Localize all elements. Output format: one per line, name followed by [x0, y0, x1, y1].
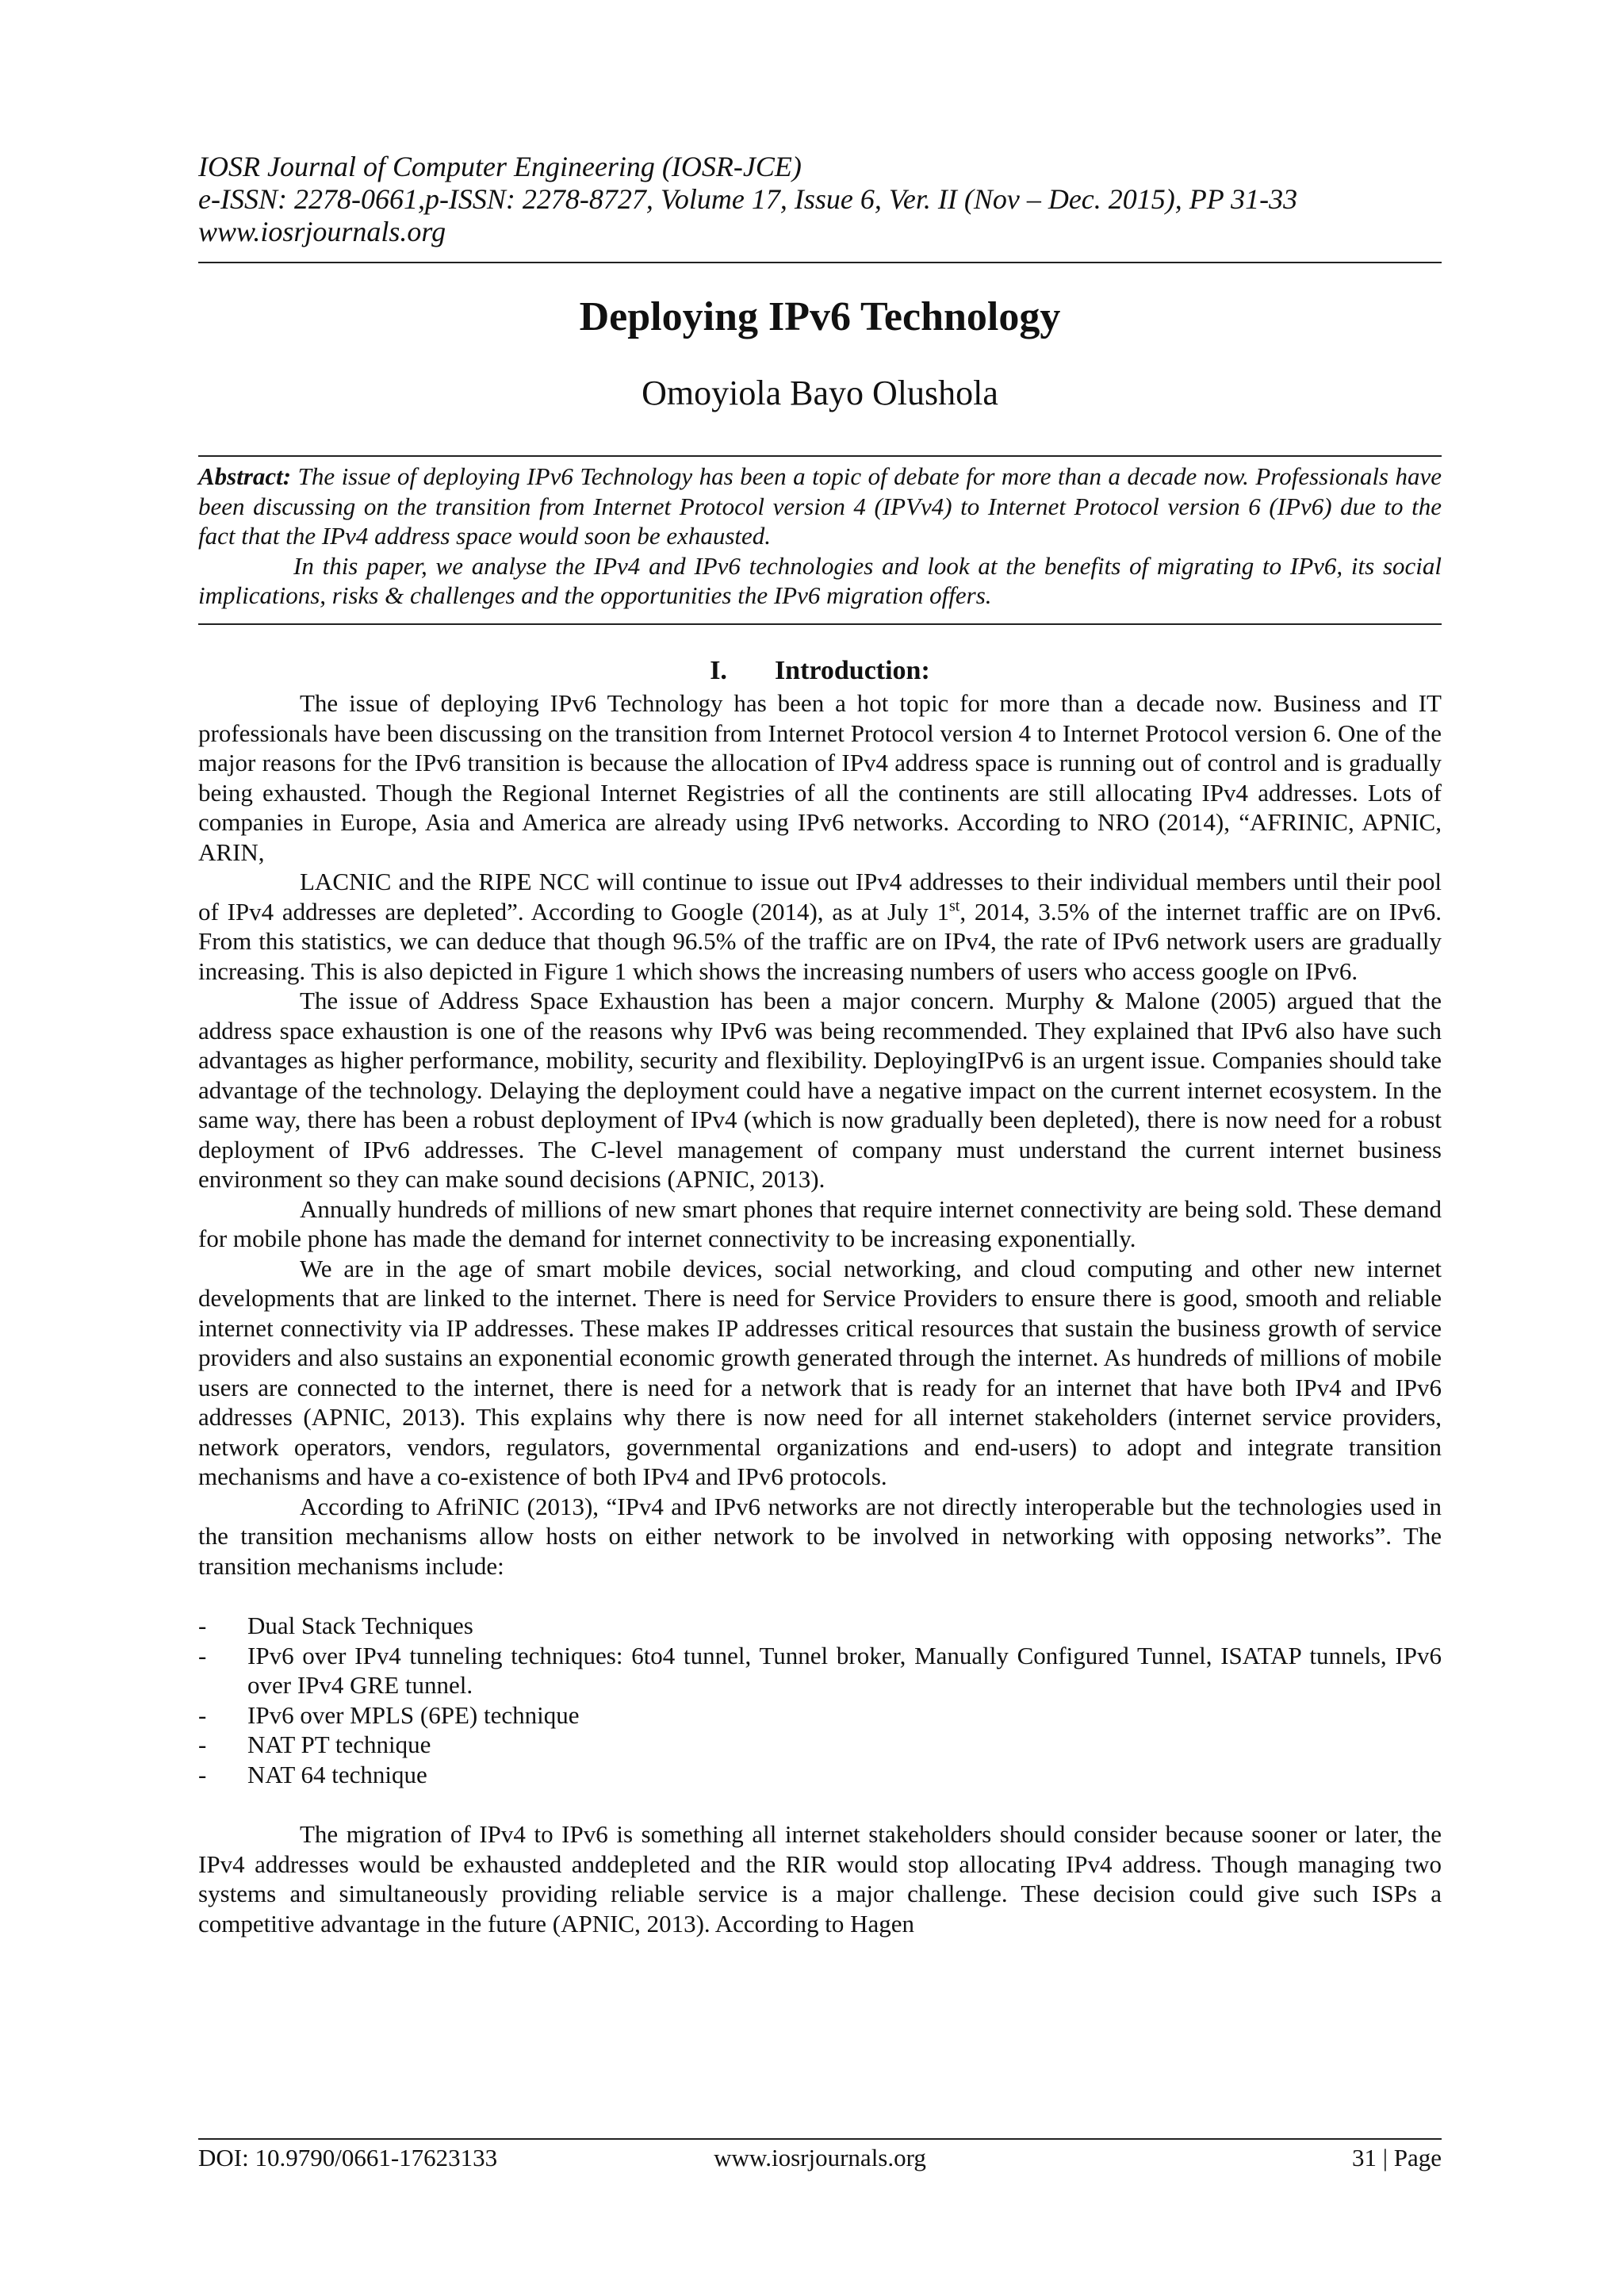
body-paragraph-2-start: LACNIC and the RIPE NCC will continue to issue out IPv4 addresses to their individual members until their pool of IPv4 addresses are depleted”. According to Google (2014), as at July 1 — [198, 868, 1442, 926]
list-item-text: IPv6 over IPv4 tunneling techniques: 6to4 tunnel, Tunnel broker, Manually Configured Tunnel, ISATAP tunnels, IPv6 over IPv4 GRE tunnel. — [247, 1641, 1442, 1699]
list-bullet: - — [198, 1641, 207, 1669]
section-heading-introduction — [198, 655, 1442, 687]
body-paragraph-2-end: , 2014, 3.5% of the internet traffic are on IPv6. From this statistics, we can deduce that though 96.5% of the traffic are on IPv4, the rate of IPv6 network users are gradually increasing. This is also depicted in Figure 1 which shows the increasing numbers of users who access google on IPv6. — [198, 897, 1442, 985]
list-item-text: NAT PT technique — [247, 1731, 431, 1758]
ordinal-superscript: st — [949, 897, 960, 915]
spacer — [198, 1581, 1442, 1611]
abstract-bottom-rule — [198, 623, 1442, 625]
journal-website: www.iosrjournals.org — [198, 216, 446, 247]
journal-issn-volume: e-ISSN: 2278-0661,p-ISSN: 2278-8727, Volume 17, Issue 6, Ver. II (Nov – Dec. 2015), PP 31-33 — [198, 183, 1298, 215]
paper-title: Deploying IPv6 Technology — [579, 294, 1061, 339]
list-bullet: - — [198, 1731, 207, 1758]
list-bullet: - — [198, 1700, 207, 1729]
abstract-paragraph-1 — [198, 462, 1442, 551]
journal-header — [198, 151, 1442, 248]
body-paragraph-3: The issue of Address Space Exhaustion has been a major concern. Murphy & Malone (2005) argued that the address space exhaustion is one of the reasons why IPv6 was being recommended. They explained that IPv6 also have such advantages as higher performance, mobility, security and flexibility. DeployingIPv6 is an urgent issue. Companies should take advantage of the technology. Delaying the deployment could have a negative impact on the current internet ecosystem. In the same way, there has been a robust deployment of IPv4 (which is now gradually been depleted), there is now need for a robust deployment of IPv6 addresses. The C-level management of company must understand the current internet business environment so they can make sound decisions (APNIC, 2013). — [198, 987, 1442, 1193]
paper-author: Omoyiola Bayo Olushola — [642, 374, 998, 412]
section-number: I. — [710, 656, 727, 685]
abstract-text-1: The issue of deploying IPv6 Technology has been a topic of debate for more than a decade now. Professionals have been discussing on the transition from Internet Protocol version 4 (IPVv4) to Internet Protocol version 6 (IPv6) due to the fact that the IPv4 address space would soon be exhausted. — [198, 462, 1442, 550]
list-item — [198, 1641, 1442, 1700]
section-body — [198, 688, 1442, 1938]
abstract-label: Abstract: — [198, 462, 292, 490]
body-paragraph-7: The migration of IPv4 to IPv6 is something all internet stakeholders should consider because sooner or later, the IPv4 addresses would be exhausted anddepleted and the RIR would stop allocating IPv4 address. Though managing two systems and simultaneously providing reliable service is a major challenge. These decision could give such ISPs a competitive advantage in the future (APNIC, 2013). According to Hagen — [198, 1820, 1442, 1938]
header-rule — [198, 262, 1442, 263]
section-title: Introduction: — [774, 656, 930, 685]
footer-page-number: 31 | Page — [1352, 2144, 1442, 2171]
abstract-paragraph-2: In this paper, we analyse the IPv4 and IPv6 technologies and look at the benefits of migrating to IPv6, its social implications, risks & challenges and the opportunities the IPv6 migration offers. — [198, 551, 1442, 609]
abstract-top-rule — [198, 455, 1442, 457]
body-paragraph-1: The issue of deploying IPv6 Technology has been a hot topic for more than a decade now. Business and IT professionals have been discussing on the transition from Internet Protocol version 4 to Internet Protocol version 6. One of the major reasons for the IPv6 transition is because the allocation of IPv4 address space is running out of control and is gradually being exhausted. Though the Regional Internet Registries of all the continents are still allocating IPv4 addresses. Lots of companies in Europe, Asia and America are already using IPv6 networks. According to NRO (2014), “AFRINIC, APNIC, ARIN, — [198, 689, 1442, 866]
spacer — [198, 1789, 1442, 1819]
footer-website: www.iosrjournals.org — [714, 2144, 926, 2171]
list-item — [198, 1760, 1442, 1790]
transition-mechanisms-list — [198, 1611, 1442, 1789]
list-item-text: Dual Stack Techniques — [247, 1612, 473, 1639]
body-paragraph-5: We are in the age of smart mobile devices, social networking, and cloud computing and other new internet developments that are linked to the internet. There is need for Service Providers to ensure there is good, smooth and reliable internet connectivity via IP addresses. These makes IP addresses critical resources that sustain the business growth of service providers and also sustains an exponential economic growth generated through the internet. As hundreds of millions of mobile users are connected to the internet, there is need for a network that is ready for an internet that have both IPv4 and IPv6 addresses (APNIC, 2013). This explains why there is now need for all internet stakeholders (internet service providers, network operators, vendors, regulators, governmental organizations and end-users) to adopt and integrate transition mechanisms and have a co-existence of both IPv4 and IPv6 protocols. — [198, 1254, 1442, 1490]
list-item — [198, 1700, 1442, 1731]
list-item-text: NAT 64 technique — [247, 1760, 427, 1788]
list-bullet: - — [198, 1612, 207, 1639]
abstract — [198, 462, 1442, 611]
footer-doi: DOI: 10.9790/0661-17623133 — [198, 2144, 498, 2171]
body-paragraph-6: According to AfriNIC (2013), “IPv4 and IPv6 networks are not directly interoperable but the technologies used in the transition mechanisms allow hosts on either network to be involved in networking with opposing networks”. The transition mechanisms include: — [198, 1492, 1442, 1580]
body-paragraph-2 — [198, 867, 1442, 986]
list-bullet: - — [198, 1760, 207, 1788]
list-item — [198, 1611, 1442, 1641]
list-item — [198, 1730, 1442, 1760]
journal-name: IOSR Journal of Computer Engineering (IOSR-JCE) — [198, 151, 802, 182]
footer-rule — [198, 2138, 1442, 2140]
body-paragraph-4: Annually hundreds of millions of new smart phones that require internet connectivity are being sold. These demand for mobile phone has made the demand for internet connectivity to be increasing exponentially. — [198, 1194, 1442, 1252]
list-item-text: IPv6 over MPLS (6PE) technique — [247, 1700, 580, 1729]
